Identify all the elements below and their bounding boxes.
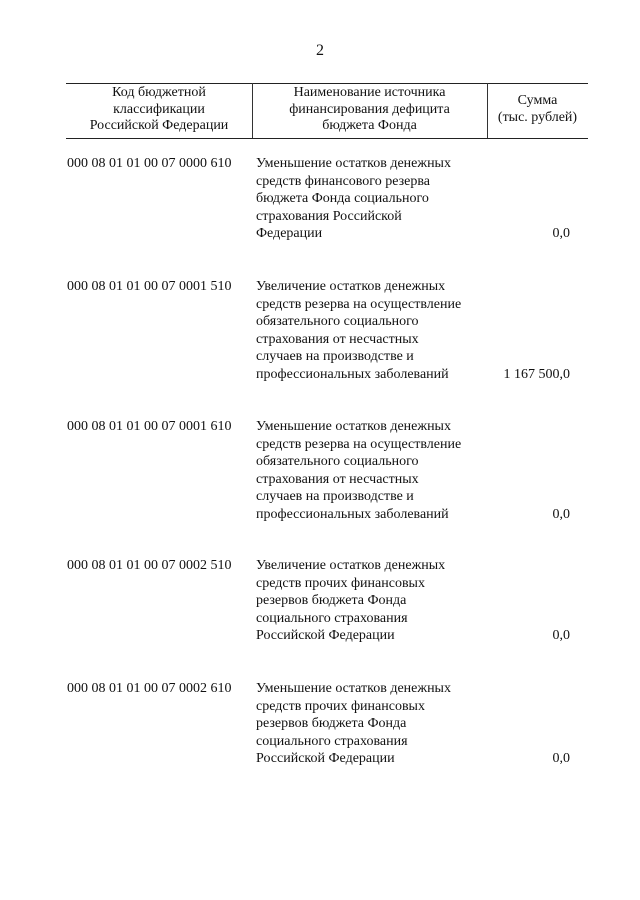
column-header-name: [252, 85, 487, 135]
column-header-line: финансирования дефицита: [289, 101, 450, 117]
source-name-line: резервов бюджета Фонда: [256, 593, 407, 608]
source-name-line: средств финансового резерва: [256, 173, 430, 189]
amount-value: 0,0: [552, 226, 570, 241]
source-name-line: обязательного социального: [256, 314, 419, 329]
column-header-amount: [487, 93, 588, 126]
source-name-line: социального страхования: [256, 733, 408, 749]
source-name-line: Уменьшение остатков денежных: [256, 156, 451, 171]
source-name-line: Российской Федерации: [256, 751, 395, 766]
column-header-line: Наименование источника: [293, 85, 446, 100]
table-header-bottom-rule: [66, 138, 588, 139]
column-header-line: бюджета Фонда: [322, 118, 417, 133]
amount-value: 0,0: [552, 751, 570, 766]
source-name: [256, 155, 488, 243]
source-name-line: средств резерва на осуществление: [256, 296, 462, 312]
amount-value: 1 167 500,0: [503, 367, 570, 382]
budget-code: 000 08 01 01 00 07 0002 510: [67, 558, 232, 573]
budget-code: 000 08 01 01 00 07 0001 510: [67, 279, 232, 294]
source-name-line: Увеличение остатков денежных: [256, 558, 446, 573]
column-header-line: Российской Федерации: [89, 118, 229, 133]
source-name: [256, 418, 488, 523]
source-name-line: Российской Федерации: [256, 628, 395, 643]
source-name-line: случаев на производстве и: [256, 349, 414, 364]
source-name-line: страхования от несчастных: [256, 331, 419, 347]
budget-code: 000 08 01 01 00 07 0000 610: [67, 156, 232, 171]
source-name-line: страхования Российской: [256, 208, 402, 224]
source-name-line: Федерации: [256, 226, 323, 241]
source-name-line: случаев на производстве и: [256, 489, 414, 504]
page-number: 2: [316, 42, 324, 59]
amount-value: 0,0: [552, 628, 570, 643]
budget-code: 000 08 01 01 00 07 0001 610: [67, 419, 232, 434]
amount-value: 0,0: [552, 507, 570, 522]
source-name-line: средств прочих финансовых: [256, 575, 425, 591]
source-name-line: Уменьшение остатков денежных: [256, 681, 451, 696]
column-header-line: Код бюджетной: [112, 85, 206, 100]
column-header-code: [66, 85, 252, 135]
source-name-line: средств резерва на осуществление: [256, 436, 462, 452]
source-name-line: профессиональных заболеваний: [256, 366, 449, 382]
source-name-line: социального страхования: [256, 610, 408, 626]
budget-code: 000 08 01 01 00 07 0002 610: [67, 681, 232, 696]
source-name-line: профессиональных заболеваний: [256, 506, 449, 522]
source-name-line: Увеличение остатков денежных: [256, 279, 446, 294]
source-name: [256, 278, 488, 383]
column-header-line: (тыс. рублей): [497, 109, 578, 125]
source-name-line: резервов бюджета Фонда: [256, 716, 407, 731]
source-name-line: Уменьшение остатков денежных: [256, 419, 451, 434]
source-name-line: обязательного социального: [256, 454, 419, 469]
column-header-line: Сумма: [517, 93, 558, 108]
column-header-line: классификации: [113, 101, 205, 117]
source-name-line: страхования от несчастных: [256, 471, 419, 487]
source-name: [256, 680, 488, 768]
source-name-line: бюджета Фонда социального: [256, 191, 429, 206]
table-header-top-rule: [66, 83, 588, 84]
source-name: [256, 557, 488, 645]
source-name-line: средств прочих финансовых: [256, 698, 425, 714]
